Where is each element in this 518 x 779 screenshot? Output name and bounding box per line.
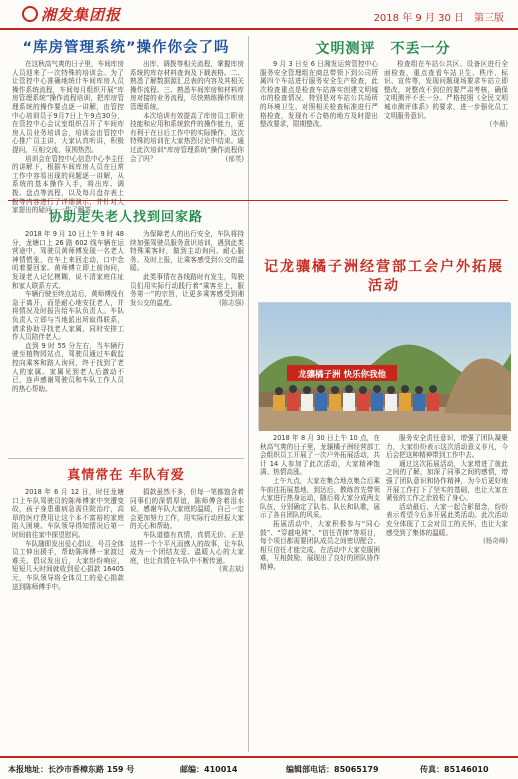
masthead (0, 0, 518, 30)
article-body-fleet-care-col2: 捐款虽然不多，但每一笔都饱含着同事们的深情厚谊，陈师傅含着泪水说，感谢车队大家庭的温暖，自己一定会更加努力工作，用实际行动回报大家的关心和帮助。 车队道德有真情，真情无价。正是这样一个个平凡而感人的故事，让车队成为一个团结友爱、温暖人心的大家庭，也让真情在车队中不断传递。 (黄志斌) (130, 488, 244, 574)
article-title-civilization: 文明测评 不丢一分 (315, 41, 451, 57)
byline: (陈志强) (219, 298, 244, 307)
article-body-civilization-col1: 9 月 3 日至 6 日湘发运营管控中心服务安全管理组在商总带领下到公司所属四个车站进行服务安全生产检查，此次检查重点是检查车站落实创建文明城市的检查情况，特别是对车站公共场所的环境卫生、对照相关检查标准进行严格检查，发现有不合格的地方及时提出整改要求，限期整改。 (260, 60, 378, 129)
footer-postcode: 邮编：410014 (180, 765, 238, 774)
section-divider (8, 458, 244, 459)
article-body-outdoor-col2: 服务安全责任意识，增强了团队凝聚力，大家纷纷表示这次活动意义非凡，今后会把这种精神带到工作中去。 通过这次拓展活动，大家增进了彼此之间的了解，加深了同事之间的感情，增强了团队意识和协作精神，为今后更好地开展工作打下了坚实的基础，也让大家在紧张的工作之余放松了身心。 活动最后，大家一起合影留念，纷纷表示希望今后多开展此类活动。此次活动充分体现了工会对员工的关怀，也让大家感受到了集体的温暖。 (杨奇峰) (386, 434, 508, 546)
byline: (黄志斌) (219, 565, 244, 574)
article-title-fleet-care: 真情常在 车队有爱 (67, 468, 185, 483)
newspaper-logo (22, 3, 162, 25)
footer-address: 本报地址：长沙市香樟东路 159 号 (8, 765, 135, 774)
footer-bar (0, 756, 518, 779)
article-body-warehouse-col2: 出库、调拨等相关流程，掌握库房系统的库存材料查询及下载表格。二、熟悉了解数据源汇总表的内容及其相关操作流程。三、熟悉车间库房和材料库房对接的业务流程，尽快熟练操作库房管理系统。 本次培训有效提高了库房员工职业技能和应用和系统软件的操作能力，更有利于在日后工作中的实际操作，这次特殊的培训在大家热烈讨论中结束。通过此次培训“库房管理系统”操作流程你会了吗？ (郁英) (130, 60, 244, 163)
byline: (李薇) (489, 120, 508, 129)
article-body-civilization-col2: 检查组在车站公共区、设备区进行全面检查，重点查看车站卫生、秩序、标识、宣传等，发现问题现场要求车站立即整改，对整改不到位的要严肃考核，确保文明测评不丢一分。严格按照《全民文明城市测评体系》的要求，进一步强化员工文明服务意识。 (李薇) (384, 60, 508, 129)
column-divider (248, 36, 249, 752)
article-title-warehouse: “库房管理系统”操作你会了吗 (22, 40, 230, 56)
article-body-outdoor-col1: 2018 年 8 月 30 日上午 10 点，在秋高气爽的日子里，龙骧橘子洲经营部工会组织员工开展了一次户外拓展活动，共计 14 人参加了此次活动，大家精神饱满、热情高涨。 上午九点，大家在集合地点集合后乘车前往拓展基地，到达后，教练首先带领大家进行热身运动，随后将大家分成两支队伍，分别确定了队名、队长和队歌，展示了各自团队的风采。 拓展活动中，大家积极参与“同心鼓”、“穿越电网”、“信任背摔”等项目，每个项目都需要团队成员之间密切配合、相互信任才能完成。在活动中大家克服困难，互相鼓励，展现出了良好的团队协作精神。 (260, 434, 380, 571)
newspaper-title: 湘发集团报 (41, 5, 122, 24)
article-body-fleet-care-col1: 2018 年 6 月 12 日，时任龙塘口上车队驾驶员的陈师傅家中突遭变故，孩子身患重病急需住院治疗，高昂的医疗费用让这个本不富裕的家庭陷入困境。车队领导得知情况后第一时间前往家中探望慰问。 车队随即发出爱心倡议，号召全体员工伸出援手，帮助陈师傅一家渡过难关。倡议发出后，大家纷纷响应，短短几天时间就收到爱心捐款 16405 元，车队领导将全体员工的爱心捐款送到陈师傅手中。 (12, 488, 124, 591)
footer-fax: 传真：85146010 (420, 765, 489, 774)
article-title-outdoor-activity: 记龙骧橘子洲经营部工会户外拓展活动 (264, 259, 504, 294)
byline: (杨奇峰) (483, 537, 508, 546)
issue-date: 2018 年 9 月 30 日 第三版 (373, 13, 504, 24)
article-body-lost-elderly-col1: 2018 年 9 月 10 日上午 9 时 48 分，龙塘口上 26 路 602 线车辆在运营途中，驾驶员黄师傅发现一名老人神情慌张，在车上来回走动，口中念叨着要回家。黄师傅立即上前询问，发现老人记忆模糊，说不清家庭住址和家人联系方式。 车辆行驶至终点站后，黄师傅没有急于离开，而是耐心地安抚老人，并将情况及时报告给车队负责人。车队负责人立即与当地派出所取得联系，请求协助寻找老人家属，同时安排工作人员陪伴老人。 直到 9 时 55 分左右，当车辆行驶至植物园站点，驾驶员通过车载监控向乘客和路人询问，终于找到了老人的家属。家属见到老人后激动不已，连声感谢驾驶员和车队工作人员的热心帮助。 (12, 230, 124, 393)
article-body-lost-elderly-col2: 为保障老人的出行安全，车队将持续加强驾驶员服务意识培训，遇到此类特殊乘客时，做到主动询问、耐心服务、及时上报，让乘客感受到公交的温暖。 此类事情在各线路时有发生，驾驶员们用实际行动践行着“乘客至上，服务第一”的宗旨，让更多乘客感受到湘发公交的温度。 (陈志强) (130, 230, 244, 307)
group-photo (258, 302, 510, 430)
article-title-lost-elderly: 协助走失老人找到回家路 (48, 210, 203, 225)
group-photo-image (259, 303, 511, 431)
photo-banner-text: 龙骧橘子洲 快乐你我他 (298, 370, 386, 380)
activity-banner (287, 365, 397, 381)
logo-emblem-icon (22, 6, 38, 22)
article-body-warehouse-col1: 在这秋高气爽的日子里，车间库房人员迎来了一次特殊的培训会。为了让管控中心准确地统计车间库房人员操作系统流程，车间每月组织开展“库房管理系统”操作流程培训，把库房管理系统的操作要点逐一讲解，由管控中心培训员于9月7日上午9点30分，在管控中心会议室组织召开了车间库房人员业务培训会，培训会由管控中心推广员主讲，大家认真听讲，积极提问，互相交流，氛围热烈。 培训会在管控中心信息中心李主任的讲解下，根据车间库房人员在日常工作中容易出现的问题逐一讲解，从系统的基本操作入手，将出库、调拨、盘点等流程，以及每月盘存表上报等内容进行了详细演示，并针对大家提出的疑问一一作了解答。 (12, 60, 124, 215)
page-number: 第三版 (474, 13, 504, 24)
footer-editor-phone: 编辑部电话：85065179 (286, 765, 379, 774)
byline: (郁英) (225, 154, 244, 163)
